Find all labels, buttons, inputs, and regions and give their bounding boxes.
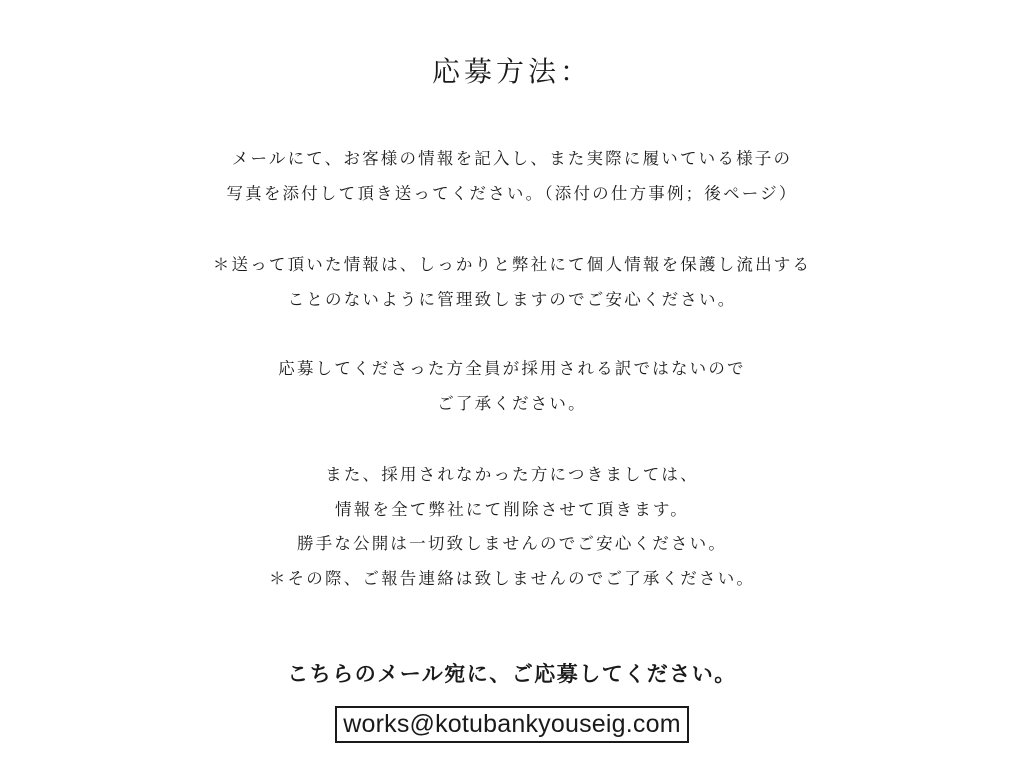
text-line: また、採用されなかった方につきましては、 [325, 465, 699, 484]
text-line: ＊その際、ご報告連絡は致しませんのでご了承ください。 [268, 568, 756, 588]
email-container [0, 706, 1024, 743]
text-line: 応募してくださった方全員が採用される訳ではないので [278, 359, 746, 378]
selection-notice-paragraph [0, 352, 1024, 421]
text-line: ことのないように管理致しますのでご安心ください。 [287, 289, 737, 309]
deletion-notice-paragraph [0, 458, 1024, 596]
privacy-paragraph [0, 248, 1024, 317]
instructions-paragraph [0, 142, 1024, 211]
call-to-action: こちらのメール宛に、ご応募してください。 [287, 662, 737, 686]
text-line: ＊送って頂いた情報は、しっかりと弊社にて個人情報を保護し流出する [212, 255, 812, 274]
text-line: ご了承ください。 [437, 393, 587, 413]
page-title: 応募方法： [431, 55, 592, 88]
text-line: 写真を添付して頂き送ってください。（添付の仕方事例；後ページ） [226, 183, 798, 203]
text-line: 情報を全て弊社にて削除させて頂きます。 [335, 499, 689, 519]
email-address-link[interactable]: works@kotubankyouseig.com [335, 706, 688, 743]
text-line: 勝手な公開は一切致しませんのでご安心ください。 [296, 534, 728, 554]
text-line: メールにて、お客様の情報を記入し、また実際に履いている様子の [231, 149, 793, 168]
